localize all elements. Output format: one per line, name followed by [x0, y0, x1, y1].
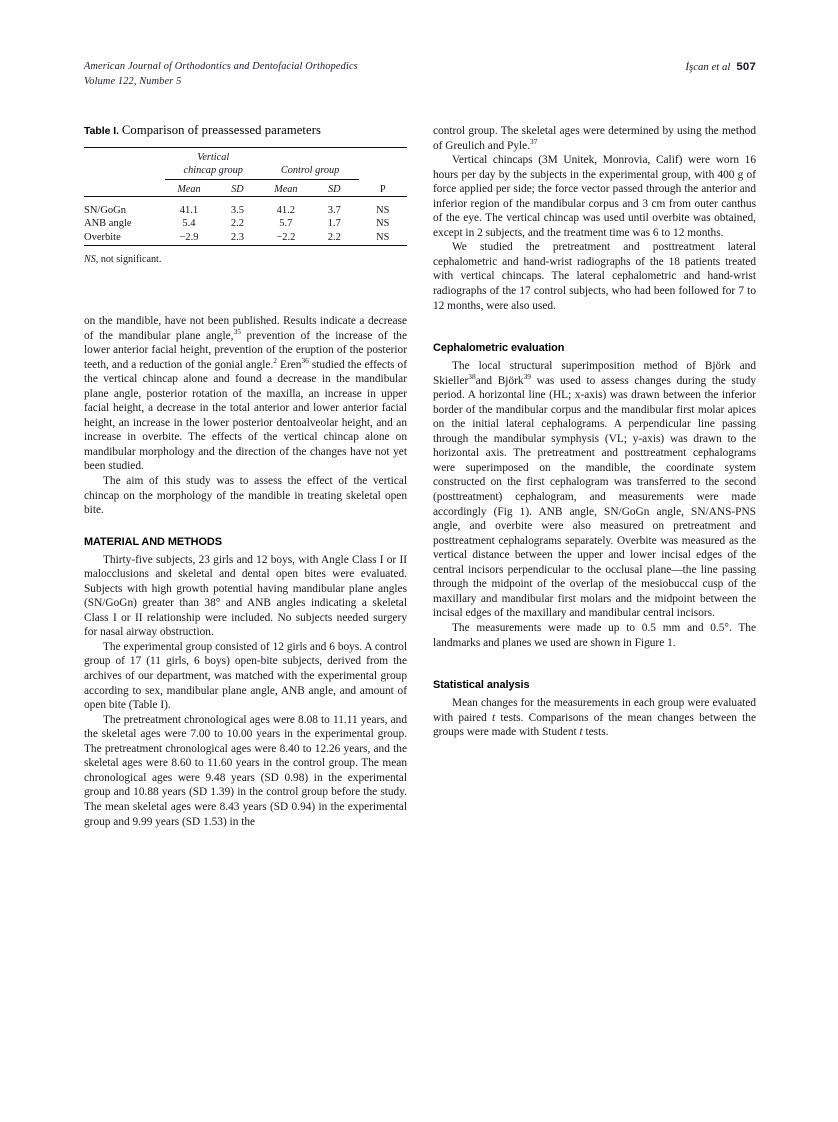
cell-sngogn-mean-vertical: 41.1 [179, 204, 199, 216]
table-row [84, 217, 407, 231]
ref-2: 2 [273, 355, 277, 365]
column-header-p: P [379, 183, 386, 195]
para-frag: studied the effects of the vertical chincap alone and found a decrease in the mandibular plane angle, posterior rotation of the maxilla, an increase in upper facial height, a decrease in the total anterior and lower anterior facial height, an increase in the lower posterior dentoalveolar height, and an increase in overbite. The effects of the vertical chincap alone on mandibular morphology and the direction of the changes have not yet been studied. [84, 358, 407, 473]
cell-sngogn-sd-control: 3.7 [327, 204, 341, 216]
para-frag: The local structural superimposition method of Björk and Skieller [433, 360, 756, 387]
para-frag: control group. The skeletal ages were determined by using the method of Greulich and Pyle. [433, 125, 756, 152]
table-row [84, 204, 407, 218]
table-label: Table I. [84, 126, 120, 137]
spacer [433, 313, 756, 341]
paragraph-continued-results [84, 314, 407, 474]
cell-sngogn-p: NS [376, 204, 390, 216]
table-group-header-row-2 [84, 165, 407, 179]
running-head-authors-page [685, 60, 756, 75]
para-frag: was used to assess changes during the study period. A horizontal line (HL; x-axis) was drawn between the inferior border of the mandibular corpus and the mandibular first molar apices on the initial lateral cephalograms. A perpendicular line passing through the mandibular symphysis (VL; y-axis) was drawn to the horizontal axis. The pretreatment and posttreatment cephalograms were superimposed on the mandible, the coordinate system constructed on the first cephalogram was transferred to the second (posttreatment) cephalogram, and measurements were made accordingly (Fig 1). ANB angle, SN/GoGn angle, SN/ANS-PNS angle, and overbite were also measured on pretreatment and posttreatment cephalograms separately. Overbite was measured as the vertical distance between the upper and lower incisal edges of the central incisors perpendicular to the occlusal plane—the line passing through the midpoint of the overlap of the mesiobuccal cusp of the maxillary and mandibular first molars and the midpoint between the incisal edges of the maxillary and mandibular central incisors. [433, 374, 756, 620]
column-header-mean-control: Mean [274, 183, 298, 195]
journal-volume-line: Volume 122, Number 5 [84, 75, 182, 87]
paragraph-measurements: The measurements were made up to 0.5 mm and 0.5°. The landmarks and planes we used are shown in Figure 1. [433, 621, 756, 649]
spacer [433, 650, 756, 678]
group-header-vertical-line2: chincap group [165, 165, 262, 179]
paragraph-statistics [433, 696, 756, 740]
heading-cephalometric-evaluation: Cephalometric evaluation [433, 342, 565, 355]
column-header-sd-control: SD [328, 183, 341, 195]
para-frag: prevention of the increase of the lower anterior facial height, prevention of the eruption of the posterior teeth, and a reduction of the gonial angle. [84, 329, 408, 371]
table-caption [84, 124, 407, 138]
table-column-header-row [84, 184, 407, 197]
cell-overbite-sd-control: 2.2 [327, 232, 341, 243]
cell-overbite-sd-vertical: 2.3 [230, 232, 244, 243]
row-label-sngogn: SN/GoGn [84, 204, 127, 216]
footnote-abbr: NS [84, 253, 96, 265]
running-head-authors: İşcan et al [685, 61, 731, 73]
running-head-journal [84, 60, 358, 89]
group-header-vertical-line1: Vertical [197, 152, 230, 163]
right-column [433, 124, 756, 740]
para-frag: Mean changes for the measurements in each group were evaluated with paired [433, 697, 756, 724]
cell-overbite-p: NS [376, 232, 390, 243]
para-frag: Eren [277, 358, 302, 371]
page-number: 507 [736, 61, 756, 73]
left-column [84, 314, 407, 829]
paragraph-control-group [433, 124, 756, 153]
cell-anb-mean-vertical: 5.4 [182, 218, 196, 230]
cell-anb-mean-control: 5.7 [279, 218, 293, 230]
t-test-italic: t [492, 711, 496, 724]
row-label-overbite: Overbite [84, 232, 121, 243]
t-test-italic: t [579, 726, 583, 739]
preassessed-parameters-table [84, 147, 407, 246]
column-header-sd-vertical: SD [231, 183, 244, 195]
ref-37: 37 [530, 136, 538, 146]
paragraph-studied: We studied the pretreatment and posttreatment lateral cephalometric and hand-wrist radiographs of the 18 patients treated with vertical chincaps. The lateral cephalometric and hand-wrist radiographs of the 17 control subjects, who had been followed for 7 to 12 months, were also used. [433, 241, 756, 312]
running-head [84, 60, 756, 94]
group-header-control-line2: Control group [262, 165, 359, 179]
table-spacer-row [84, 196, 407, 204]
cell-overbite-mean-control: −2.2 [276, 232, 296, 243]
journal-title-line: American Journal of Orthodontics and Dentofacial Orthopedics [84, 61, 358, 72]
cell-anb-p: NS [376, 218, 390, 230]
cell-overbite-mean-vertical: −2.9 [179, 232, 199, 243]
group-header-control-line1 [262, 152, 359, 165]
ref-35: 35 [233, 326, 241, 336]
para-frag: on the mandible, have not been published. Results indicate a decrease of the mandibular plane angle, [84, 315, 407, 342]
paragraph-aim: The aim of this study was to assess the effect of the vertical chincap on the morphology of the mandible in treating skeletal open bite. [84, 475, 407, 517]
paragraph-ages: The pretreatment chronological ages were 8.08 to 11.11 years, and the skeletal ages were 7.00 to 10.00 years in the experimental group. The pretreatment chronological ages were 8.40 to 12.26 years, and the skeletal ages were 8.60 to 11.60 years in the control group. The mean chronological ages were 9.48 years (SD 0.98) in the experimental group and 10.88 years (SD 1.39) in the control group before the study. The mean skeletal ages were 8.43 years (SD 0.94) in the experimental group and 9.99 years (SD 1.53) in the [84, 713, 407, 828]
paragraph-chincaps: Vertical chincaps (3M Unitek, Monrovia, Calif) were worn 16 hours per day by the subjects in the experimental group, with 400 g of force applied per side; the force vector passed through the anterior and inferior region of the mandibular corpus and 3 cm from outer canthus of the eye. The vertical chincap was used until overbite was obtained, except in 2 subjects, and the treatment time was 6 to 12 months. [433, 154, 756, 239]
spacer [84, 518, 407, 535]
para-frag: tests. Comparisons of the mean changes between the groups were made with Student [433, 711, 757, 739]
paragraph-subjects: Thirty-five subjects, 23 girls and 12 boys, with Angle Class I or II malocclusions and skeletal and dental open bites were evaluated. Subjects with high growth potential having mandibular plane angles (SN/GoGn) greater than 38° and ANB angles indicating a skeletal Class I or II relationship were included. No subjects needed surgery for nasal airway obstruction. [84, 553, 407, 639]
para-frag: and Björk [475, 374, 524, 387]
ref-36: 36 [301, 355, 309, 365]
row-label-anb: ANB angle [84, 218, 132, 230]
heading-statistical-analysis: Statistical analysis [433, 679, 530, 692]
column-header-mean-vertical: Mean [177, 183, 201, 195]
cell-anb-sd-vertical: 2.2 [230, 218, 244, 230]
table-block [84, 124, 407, 266]
paragraph-cephalometric [433, 359, 756, 621]
para-frag: tests. [582, 726, 609, 739]
paragraph-groups: The experimental group consisted of 12 girls and 6 boys. A control group of 17 (11 girls, 6 boys) open-bite subjects, derived from the archives of our department, was matched with the experimental group according to sex, mandibular plane angle, ANB angle, and amount of open bite (Table I). [84, 640, 407, 712]
ref-38: 38 [468, 371, 476, 381]
heading-material-and-methods: MATERIAL AND METHODS [84, 535, 222, 548]
footnote-text: , not significant. [95, 253, 162, 265]
table-group-header-row-1 [84, 152, 407, 165]
table-row [84, 231, 407, 245]
ref-39: 39 [523, 371, 531, 381]
cell-anb-sd-control: 1.7 [327, 218, 341, 230]
cell-sngogn-sd-vertical: 3.5 [230, 204, 244, 216]
table-caption-text: Comparison of preassessed parameters [121, 123, 322, 137]
table-footnote [84, 253, 407, 266]
cell-sngogn-mean-control: 41.2 [276, 204, 296, 216]
